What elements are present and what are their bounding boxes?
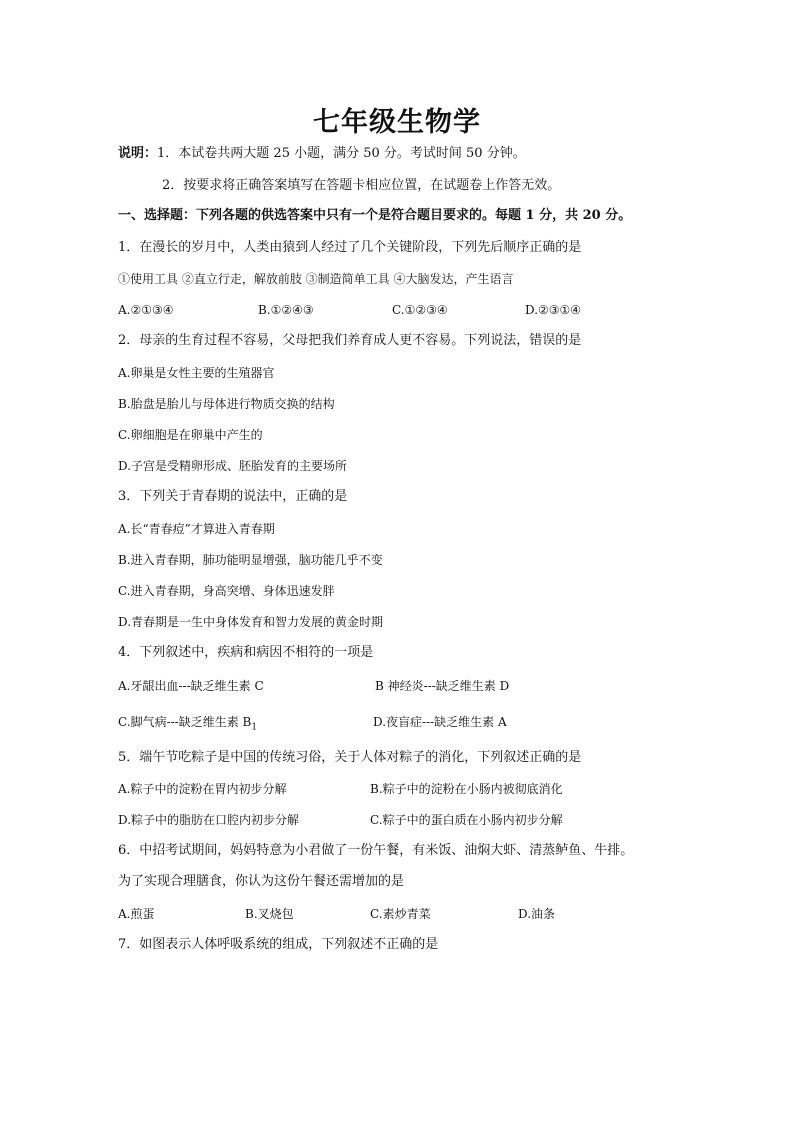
question-1-option-c: C.①②③④ xyxy=(392,303,448,317)
question-4-option-c xyxy=(118,714,257,735)
question-5-option-c: C.粽子中的蛋白质在小肠内初步分解 xyxy=(370,813,563,827)
question-2-option-b: B.胎盘是胎儿与母体进行物质交换的结构 xyxy=(118,397,335,411)
question-4-option-c-subscript: 1 xyxy=(251,722,258,733)
question-2-option-d: D.子宫是受精卵形成、胚胎发育的主要场所 xyxy=(118,459,348,473)
note-1: 1．本试卷共两大题 25 小题，满分 50 分。考试时间 50 分钟。 xyxy=(157,146,526,161)
page-title: 七年级生物学 xyxy=(313,107,481,138)
question-1-option-b: B.①②④③ xyxy=(258,303,314,317)
question-3-option-c: C.进入青春期，身高突增、身体迅速发胖 xyxy=(118,584,335,598)
question-6-option-b: B.叉烧包 xyxy=(245,907,294,921)
question-1-stem: 1．在漫长的岁月中，人类由猿到人经过了几个关键阶段，下列先后顺序正确的是 xyxy=(118,240,582,255)
question-1-option-d: D.②③①④ xyxy=(525,303,582,317)
question-4-stem: 4．下列叙述中，疾病和病因不相符的一项是 xyxy=(118,645,374,660)
question-5-option-d: D.粽子中的脂肪在口腔内初步分解 xyxy=(118,813,300,827)
question-6-stem: 6．中招考试期间，妈妈特意为小君做了一份午餐，有米饭、油焖大虾、清蒸鲈鱼、牛排。 xyxy=(118,843,634,858)
question-4-option-a: A.牙龈出血---缺乏维生素 C xyxy=(118,679,264,693)
question-3-stem: 3．下列关于青春期的说法中，正确的是 xyxy=(118,489,348,504)
question-2-stem: 2．母亲的生育过程不容易，父母把我们养育成人更不容易。下列说法，错误的是 xyxy=(118,333,582,348)
question-5-option-b: B.粽子中的淀粉在小肠内被彻底消化 xyxy=(370,782,563,796)
question-1-option-a: A.②①③④ xyxy=(118,303,174,317)
question-7-stem: 7．如图表示人体呼吸系统的组成，下列叙述不正确的是 xyxy=(118,937,439,952)
question-6-option-c: C.素炒青菜 xyxy=(370,907,431,921)
question-2-option-a: A.卵巢是女性主要的生殖器官 xyxy=(118,366,275,380)
question-3-option-b: B.进入青春期，肺功能明显增强，脑功能几乎不变 xyxy=(118,553,383,567)
question-1-info: ①使用工具 ②直立行走，解放前肢 ③制造简单工具 ④大脑发达，产生语言 xyxy=(118,272,514,286)
question-6-option-d: D.油条 xyxy=(518,907,556,921)
question-4-option-c-text: C.脚气病---缺乏维生素 B xyxy=(118,715,252,729)
question-3-option-d: D.青春期是一生中身体发育和智力发展的黄金时期 xyxy=(118,615,384,629)
question-3-option-a: A.长“青春痘”才算进入青春期 xyxy=(118,522,275,536)
question-6-stem-continued: 为了实现合理膳食，你认为这份午餐还需增加的是 xyxy=(118,874,405,889)
question-5-stem: 5．端午节吃粽子是中国的传统习俗，关于人体对粽子的消化，下列叙述正确的是 xyxy=(118,750,582,765)
section-heading: 一、选择题：下列各题的供选答案中只有一个是符合题目要求的。每题 1 分，共 20 分。 xyxy=(118,208,632,223)
question-5-option-a: A.粽子中的淀粉在胃内初步分解 xyxy=(118,782,287,796)
question-2-option-c: C.卵细胞是在卵巢中产生的 xyxy=(118,428,263,442)
question-4-option-d: D.夜盲症---缺乏维生素 A xyxy=(373,715,507,729)
question-6-option-a: A.煎蛋 xyxy=(118,907,155,921)
notes-line-1 xyxy=(118,146,526,162)
note-2: 2．按要求将正确答案填写在答题卡相应位置，在试题卷上作答无效。 xyxy=(162,178,561,193)
question-4-option-b: B 神经炎---缺乏维生素 D xyxy=(375,679,510,693)
notes-label: 说明： xyxy=(118,146,158,161)
